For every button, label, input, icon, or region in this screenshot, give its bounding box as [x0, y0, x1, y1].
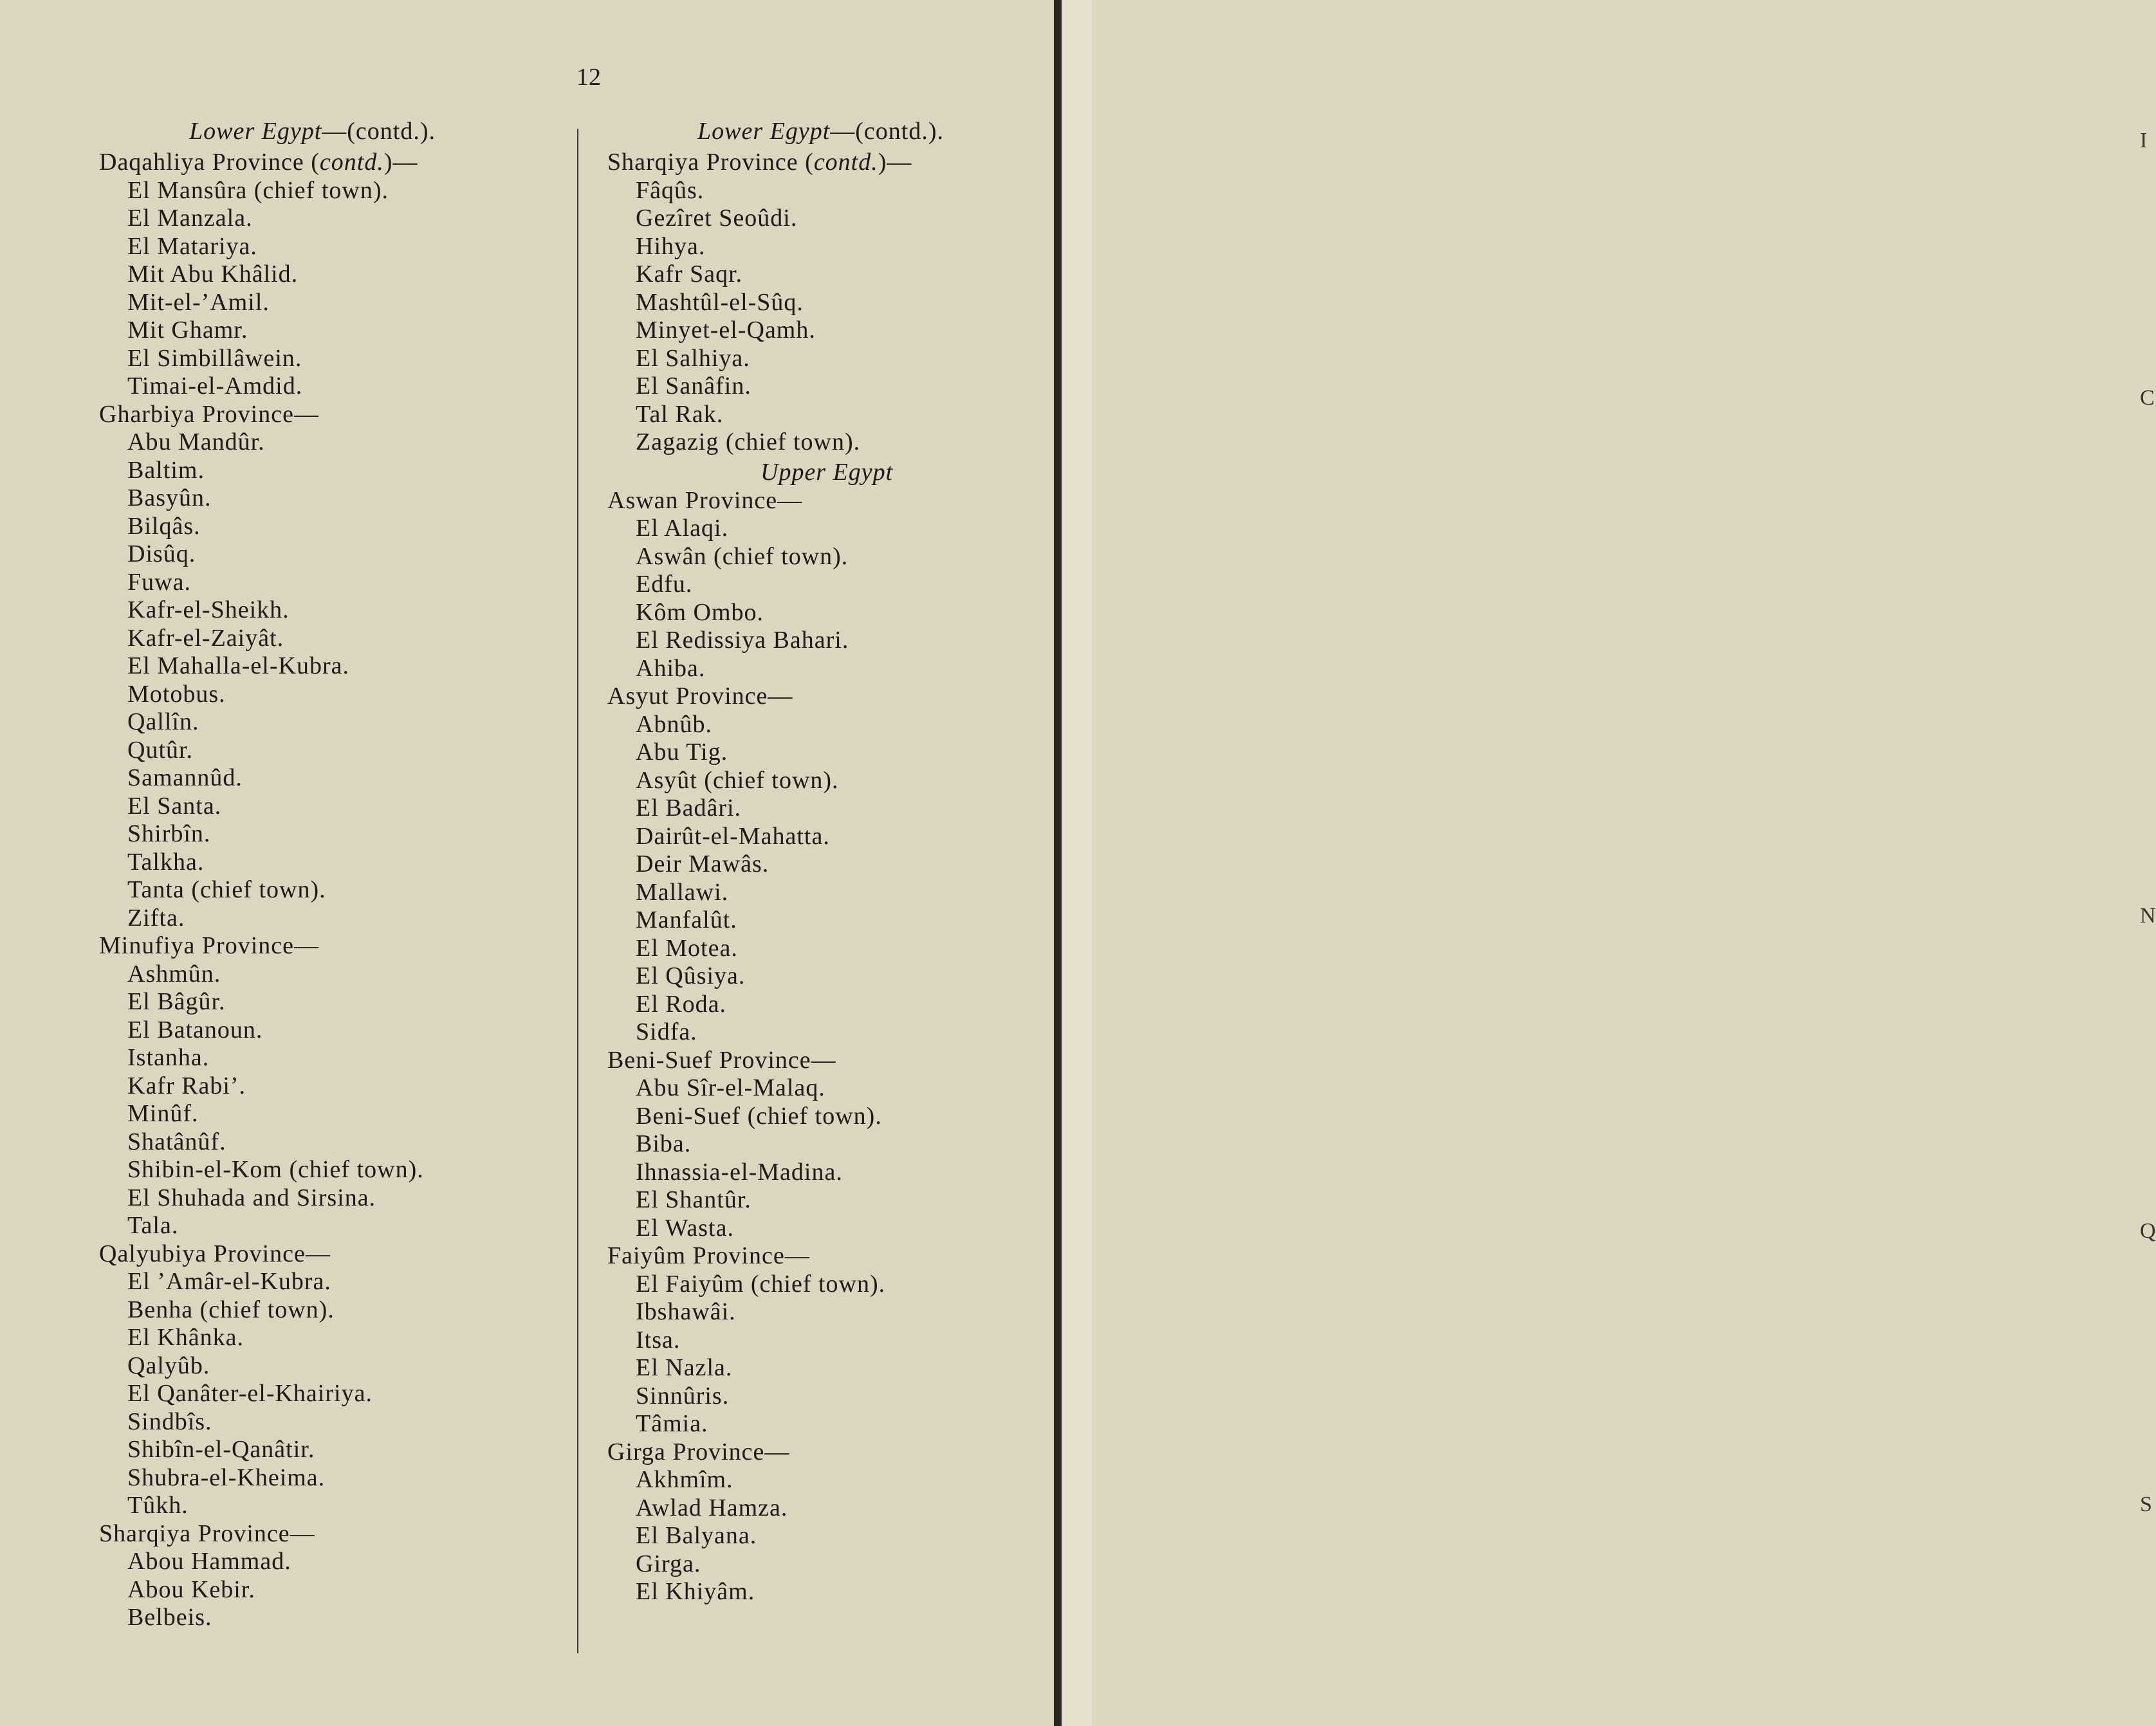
right-column	[607, 117, 1096, 1606]
town-entry: Beni-Suef (chief town).	[636, 1102, 882, 1130]
town-entry: El Batanoun.	[127, 1016, 263, 1043]
town-entry: Sidfa.	[636, 1018, 697, 1045]
town-entry: El Faiyûm (chief town).	[636, 1270, 886, 1298]
right-entry-list-bottom	[607, 487, 1096, 1606]
town-entry: El Sanâfin.	[636, 372, 751, 399]
town-entry: Belbeis.	[127, 1604, 212, 1631]
town-entry: El Roda.	[636, 990, 726, 1018]
town-entry: Hihya.	[636, 232, 706, 260]
town-entry: Deir Mawâs.	[636, 850, 769, 877]
town-entry: Istanha.	[127, 1044, 210, 1071]
town-entry: Minûf.	[127, 1100, 199, 1127]
heading-region: Lower Egypt	[189, 118, 322, 145]
province-heading: Faiyûm Province—	[607, 1242, 810, 1269]
entry-text-part: contd.	[319, 149, 384, 176]
town-entry: Abnûb.	[636, 710, 712, 738]
town-entry: Mit Ghamr.	[127, 317, 248, 344]
town-entry: Abu Sîr-el-Malaq.	[636, 1074, 825, 1101]
edge-letter: Q	[2140, 1219, 2156, 1243]
heading-region: Lower Egypt	[697, 118, 831, 145]
town-entry: El Matariya.	[127, 232, 257, 260]
town-entry: Kafr Saqr.	[636, 261, 743, 288]
province-heading: Minufiya Province—	[99, 932, 320, 959]
town-entry: El Simbillâwein.	[127, 344, 302, 372]
town-entry: Baltim.	[127, 456, 205, 484]
town-entry: El Wasta.	[636, 1214, 734, 1242]
left-column-heading	[189, 117, 588, 145]
province-heading: Aswan Province—	[607, 486, 803, 514]
edge-letter: C	[2140, 386, 2155, 410]
town-entry: Gezîret Seoûdi.	[636, 205, 798, 232]
town-entry: Shirbîn.	[127, 820, 211, 847]
town-entry: Aswân (chief town).	[636, 542, 849, 570]
town-entry: Tal Rak.	[636, 400, 724, 428]
town-entry: El Alaqi.	[636, 515, 729, 542]
town-entry: El Shuhada and Sirsina.	[127, 1184, 376, 1211]
town-entry: Shibin-el-Kom (chief town).	[127, 1156, 424, 1183]
town-entry: El Qanâter-el-Khairiya.	[127, 1380, 373, 1407]
town-entry: Minyet-el-Qamh.	[636, 317, 816, 344]
town-entry: El Bâgûr.	[127, 988, 226, 1015]
province-heading: Girga Province—	[607, 1438, 790, 1465]
town-entry: Itsa.	[636, 1326, 681, 1354]
province-heading: Sharqiya Province—	[99, 1519, 315, 1547]
town-entry: Mit Abu Khâlid.	[127, 261, 299, 288]
upper-egypt-heading: Upper Egypt	[760, 458, 894, 486]
town-entry: El Mahalla-el-Kubra.	[127, 652, 349, 679]
town-entry: Basyûn.	[127, 484, 212, 511]
town-entry: Asyût (chief town).	[636, 766, 839, 794]
town-entry: Abu Mandûr.	[127, 428, 265, 455]
town-entry: Benha (chief town).	[127, 1296, 335, 1323]
town-entry: El Shantûr.	[636, 1186, 751, 1213]
town-entry: Tâmia.	[636, 1410, 708, 1437]
town-entry: Ahiba.	[636, 654, 706, 682]
town-entry: Awlad Hamza.	[636, 1494, 788, 1521]
town-entry: El Santa.	[127, 792, 222, 820]
edge-letter: I	[2140, 129, 2148, 152]
entry-text-part: contd.	[813, 149, 878, 176]
town-entry: Abu Tig.	[636, 739, 728, 766]
town-entry: Fuwa.	[127, 568, 191, 596]
town-entry: Ihnassia-el-Madina.	[636, 1158, 843, 1186]
town-entry: El Salhiya.	[636, 344, 750, 372]
right-column-heading	[697, 117, 1096, 145]
town-entry: Shatânûf.	[127, 1128, 226, 1155]
town-entry: Manfalût.	[636, 906, 737, 933]
town-entry: Tûkh.	[127, 1492, 189, 1519]
entry-text-part: Daqahliya Province (	[99, 149, 320, 176]
town-entry: El ’Amâr-el-Kubra.	[127, 1268, 331, 1295]
town-entry: Fâqûs.	[636, 176, 705, 204]
town-entry: Qalyûb.	[127, 1352, 210, 1379]
facing-page-edge	[1062, 0, 2156, 1726]
town-entry: Shubra-el-Kheima.	[127, 1464, 326, 1491]
town-entry: El Balyana.	[636, 1522, 757, 1549]
heading-contd: —(contd.).	[830, 118, 944, 145]
town-entry: Dairût-el-Mahatta.	[636, 822, 830, 850]
town-entry: Disûq.	[127, 540, 196, 567]
province-heading: Qalyubiya Province—	[99, 1240, 331, 1267]
entry-text-part: )—	[383, 149, 418, 176]
book-binding	[1054, 0, 1062, 1726]
town-entry: Kôm Ombo.	[636, 598, 764, 626]
book-page	[0, 0, 1068, 1726]
town-entry: El Qûsiya.	[636, 962, 746, 989]
town-entry: Talkha.	[127, 848, 205, 876]
town-entry: Mit-el-’Amil.	[127, 288, 270, 316]
left-entry-list	[99, 149, 588, 1632]
heading-contd: —(contd.).	[322, 118, 436, 145]
page-number: 12	[576, 64, 601, 91]
town-entry: Sindbîs.	[127, 1408, 212, 1435]
town-entry: El Motea.	[636, 934, 738, 962]
town-entry: Mashtûl-el-Sûq.	[636, 288, 804, 316]
town-entry: Kafr-el-Zaiyât.	[127, 624, 284, 652]
town-entry: Abou Hammad.	[127, 1548, 291, 1575]
town-entry: Biba.	[636, 1130, 692, 1157]
town-entry: Kafr Rabi’.	[127, 1072, 246, 1099]
province-heading: Asyut Province—	[607, 683, 793, 710]
town-entry: Akhmîm.	[636, 1466, 733, 1493]
town-entry: Mallawi.	[636, 878, 729, 906]
edge-letter: N	[2140, 904, 2156, 928]
town-entry: Ibshawâi.	[636, 1298, 736, 1325]
province-heading	[99, 149, 588, 177]
town-entry: El Redissiya Bahari.	[636, 627, 849, 654]
town-entry: El Khiyâm.	[636, 1578, 755, 1605]
town-entry: Qallîn.	[127, 708, 199, 735]
town-entry: Samannûd.	[127, 764, 243, 791]
town-entry: Abou Kebir.	[127, 1575, 255, 1603]
town-entry: Shibîn-el-Qanâtir.	[127, 1436, 315, 1463]
town-entry: El Badâri.	[636, 794, 742, 822]
edge-letter: S	[2140, 1492, 2152, 1516]
town-entry: El Manzala.	[127, 205, 253, 232]
town-entry: El Khânka.	[127, 1324, 244, 1351]
town-entry: Sinnûris.	[636, 1382, 730, 1409]
province-heading: Gharbiya Province—	[99, 400, 319, 428]
town-entry: El Mansûra (chief town).	[127, 176, 389, 204]
town-entry: Tala.	[127, 1212, 179, 1239]
entry-text-part: Sharqiya Province (	[607, 149, 814, 176]
right-entry-list-top	[607, 149, 1096, 457]
town-entry: Zifta.	[127, 904, 185, 932]
town-entry: Qutûr.	[127, 736, 194, 764]
town-entry: Timai-el-Amdid.	[127, 372, 303, 399]
entry-text-part: )—	[878, 149, 912, 176]
town-entry: Bilqâs.	[127, 512, 201, 540]
town-entry: Tanta (chief town).	[127, 876, 326, 903]
column-divider	[577, 129, 578, 1653]
town-entry: Ashmûn.	[127, 960, 221, 987]
town-entry: Kafr-el-Sheikh.	[127, 596, 290, 623]
town-entry: Motobus.	[127, 680, 226, 708]
province-heading: Beni-Suef Province—	[607, 1046, 836, 1074]
town-entry: Edfu.	[636, 571, 693, 598]
left-column	[99, 117, 588, 1632]
town-entry: El Nazla.	[636, 1354, 733, 1381]
province-heading	[607, 149, 1096, 177]
town-entry: Girga.	[636, 1550, 701, 1577]
town-entry: Zagazig (chief town).	[636, 428, 861, 455]
